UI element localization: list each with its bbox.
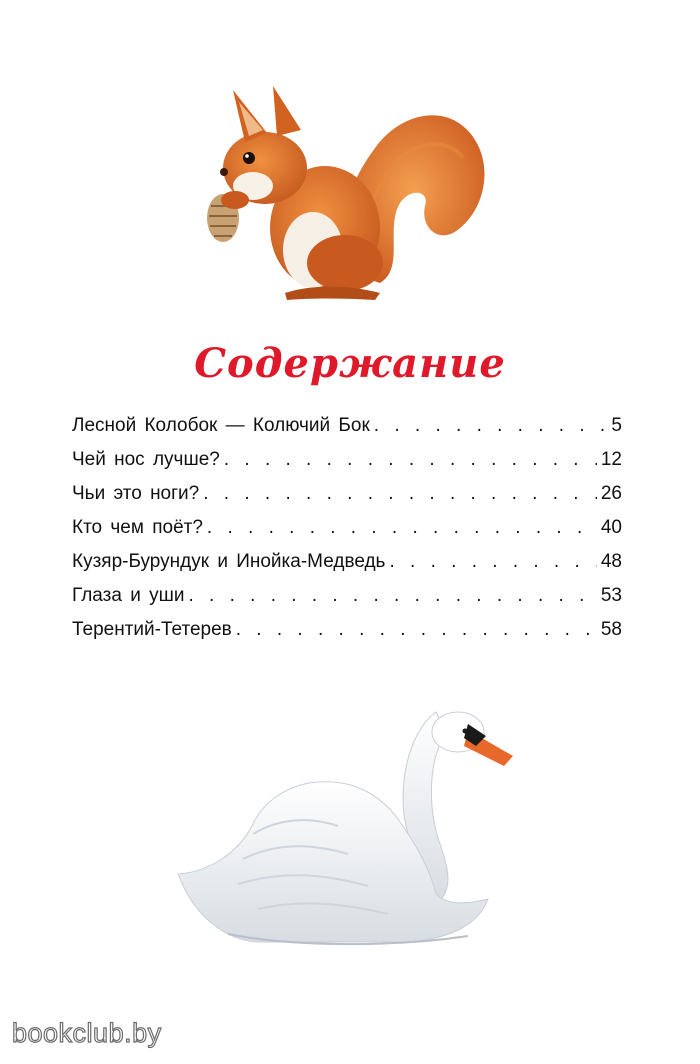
toc-leader-dots bbox=[389, 551, 596, 573]
toc-entry-title: Чей нос лучше? bbox=[72, 449, 220, 470]
table-of-contents bbox=[72, 415, 622, 653]
toc-leader-dots bbox=[207, 517, 597, 539]
toc-entry-title: Глаза и уши bbox=[72, 585, 185, 606]
toc-entry[interactable] bbox=[72, 415, 622, 449]
toc-entry-title: Терентий-Тетерев bbox=[72, 619, 232, 640]
swan-illustration bbox=[168, 694, 528, 954]
toc-entry[interactable] bbox=[72, 449, 622, 483]
toc-leader-dots bbox=[374, 415, 604, 437]
toc-entry[interactable] bbox=[72, 551, 622, 585]
toc-entry[interactable] bbox=[72, 585, 622, 619]
watermark: bookclub.by bbox=[12, 1018, 162, 1048]
toc-entry[interactable] bbox=[72, 619, 622, 653]
toc-leader-dots bbox=[236, 619, 597, 641]
squirrel-illustration bbox=[205, 78, 495, 310]
toc-entry-page: 53 bbox=[600, 585, 622, 606]
toc-entry-title: Кузяр-Бурундук и Инойка-Медведь bbox=[72, 551, 386, 572]
toc-entry-title: Лесной Колобок — Колючий Бок bbox=[72, 415, 370, 436]
toc-entry-title: Чьи это ноги? bbox=[72, 483, 200, 504]
toc-leader-dots bbox=[224, 449, 597, 471]
toc-entry-title: Кто чем поёт? bbox=[72, 517, 203, 538]
toc-entry-page: 58 bbox=[600, 619, 622, 640]
toc-leader-dots bbox=[203, 483, 597, 505]
toc-leader-dots bbox=[188, 585, 596, 607]
toc-entry-page: 12 bbox=[600, 449, 622, 470]
toc-entry[interactable] bbox=[72, 483, 622, 517]
contents-title: Содержание bbox=[194, 340, 506, 387]
toc-entry[interactable] bbox=[72, 517, 622, 551]
toc-entry-page: 5 bbox=[611, 415, 622, 436]
toc-entry-page: 26 bbox=[600, 483, 622, 504]
toc-entry-page: 48 bbox=[600, 551, 622, 572]
toc-entry-page: 40 bbox=[600, 517, 622, 538]
